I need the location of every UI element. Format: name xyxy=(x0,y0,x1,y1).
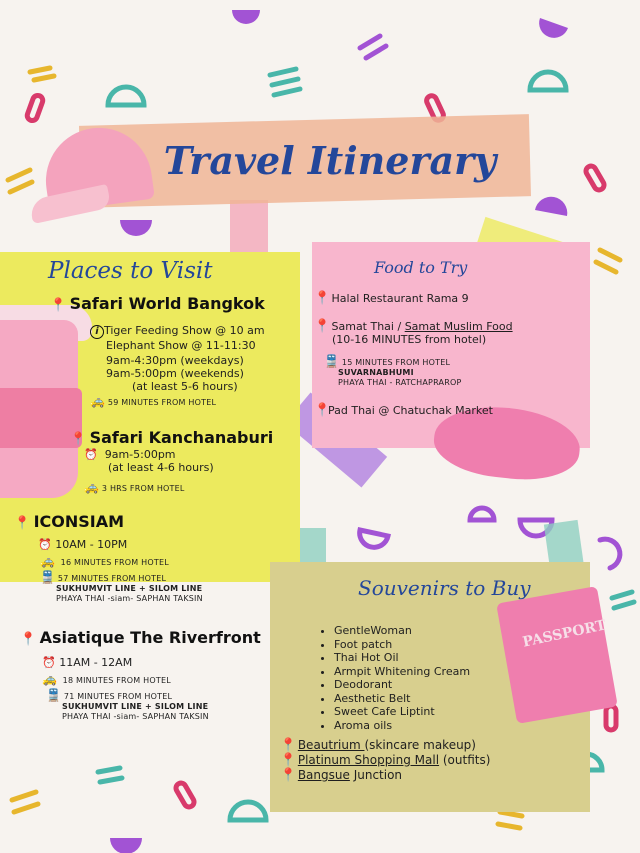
train-icon: 🚆 xyxy=(46,688,62,702)
pin-icon: 📍 xyxy=(280,738,297,753)
page-title: Travel Itinerary xyxy=(163,138,497,183)
pin-icon: 📍 xyxy=(314,291,331,306)
food-heading: Food to Try xyxy=(374,258,468,277)
pin-icon: 📍 xyxy=(314,403,331,418)
food-train: 🚆 15 MINUTES FROM HOTEL SUVARNABHUMI PHAYA THAI - RATCHAPRAROP xyxy=(324,354,462,387)
asiatique-hours: ⏰ 11AM - 12AM xyxy=(42,656,133,669)
info-icon: i xyxy=(90,325,104,339)
list-item: • Foot patch xyxy=(334,638,470,652)
souvenirs-heading: Souvenirs to Buy xyxy=(358,576,531,600)
pin-icon: 📍 xyxy=(280,768,297,783)
iconsiam-title: 📍 ICONSIAM xyxy=(14,512,125,531)
car-icon: 🚕 xyxy=(84,480,100,494)
pin-icon: 📍 xyxy=(280,753,297,768)
safari-world-travel: 🚕 59 MINUTES FROM HOTEL xyxy=(90,394,217,408)
food-item-1: 📍 Halal Restaurant Rama 9 xyxy=(314,291,469,306)
list-item: • GentleWoman xyxy=(334,624,470,638)
iconsiam-car: 🚕 16 MINUTES FROM HOTEL xyxy=(40,554,169,568)
pin-icon: 📍 xyxy=(14,516,31,531)
clock-icon: ⏰ xyxy=(38,538,52,551)
store-item: 📍 Bangsue Junction xyxy=(280,768,403,783)
list-item: • Aroma oils xyxy=(334,719,470,733)
list-item: • Sweet Cafe Liptint xyxy=(334,705,470,719)
places-heading: Places to Visit xyxy=(48,258,213,284)
bangsue-link[interactable]: Bangsue xyxy=(297,768,350,782)
train-icon: 🚆 xyxy=(40,570,56,584)
safari-world-shows: i Tiger Feeding Show @ 10 am Elephant Show @ 11-11:30 xyxy=(90,324,265,352)
food-item-2: 📍 Samat Thai / Samat Muslim Food (10-16 MINUTES from hotel) xyxy=(314,319,513,346)
store-item: 📍 Platinum Shopping Mall (outfits) xyxy=(280,753,491,768)
clock-icon: ⏰ xyxy=(84,448,98,461)
train-icon: 🚆 xyxy=(324,354,340,368)
store-item: 📍 Beautrium (skincare makeup) xyxy=(280,738,476,753)
pin-icon: 📍 xyxy=(314,319,331,334)
iconsiam-hours: ⏰ 10AM - 10PM xyxy=(38,538,128,551)
asiatique-car: 🚕 18 MINUTES FROM HOTEL xyxy=(42,672,171,686)
pin-icon: 📍 xyxy=(20,632,37,647)
souvenir-list xyxy=(318,624,470,732)
kanchanaburi-travel: 🚕 3 HRS FROM HOTEL xyxy=(84,480,185,494)
platinum-link[interactable]: Platinum Shopping Mall xyxy=(297,753,440,767)
beautrium-link[interactable]: Beautrium xyxy=(297,738,365,752)
pin-icon: 📍 xyxy=(50,298,67,313)
clock-icon: ⏰ xyxy=(42,656,56,669)
asiatique-title: 📍 Asiatique The Riverfront xyxy=(20,628,261,647)
safari-world-title: 📍 Safari World Bangkok xyxy=(50,294,265,313)
list-item: • Thai Hot Oil xyxy=(334,651,470,665)
samat-muslim-link[interactable]: Samat Muslim Food xyxy=(404,320,513,333)
iconsiam-train: 🚆 57 MINUTES FROM HOTEL SUKHUMVIT LINE + SILOM LINE PHAYA THAI -siam- SAPHAN TAKSIN xyxy=(40,570,203,603)
car-icon: 🚕 xyxy=(90,394,106,408)
car-icon: 🚕 xyxy=(42,672,58,686)
car-icon: 🚕 xyxy=(40,554,56,568)
store-list xyxy=(280,738,490,783)
list-item: • Deodorant xyxy=(334,678,470,692)
passport-label: PASSPORT xyxy=(521,617,608,651)
kanchanaburi-hours: ⏰ 9am-5:00pm (at least 4-6 hours) xyxy=(84,448,214,474)
list-item: • Armpit Whitening Cream xyxy=(334,665,470,679)
safari-world-hours: 9am-4:30pm (weekdays) 9am-5:00pm (weekends) (at least 5-6 hours) xyxy=(106,354,244,393)
kanchanaburi-title: 📍 Safari Kanchanaburi xyxy=(70,428,274,447)
pin-icon: 📍 xyxy=(70,432,87,447)
food-item-3: 📍Pad Thai @ Chatuchak Market xyxy=(314,403,493,418)
list-item: • Aesthetic Belt xyxy=(334,692,470,706)
passport-icon xyxy=(496,586,618,724)
asiatique-train: 🚆 71 MINUTES FROM HOTEL SUKHUMVIT LINE + SILOM LINE PHAYA THAI -siam- SAPHAN TAKSIN xyxy=(46,688,209,721)
